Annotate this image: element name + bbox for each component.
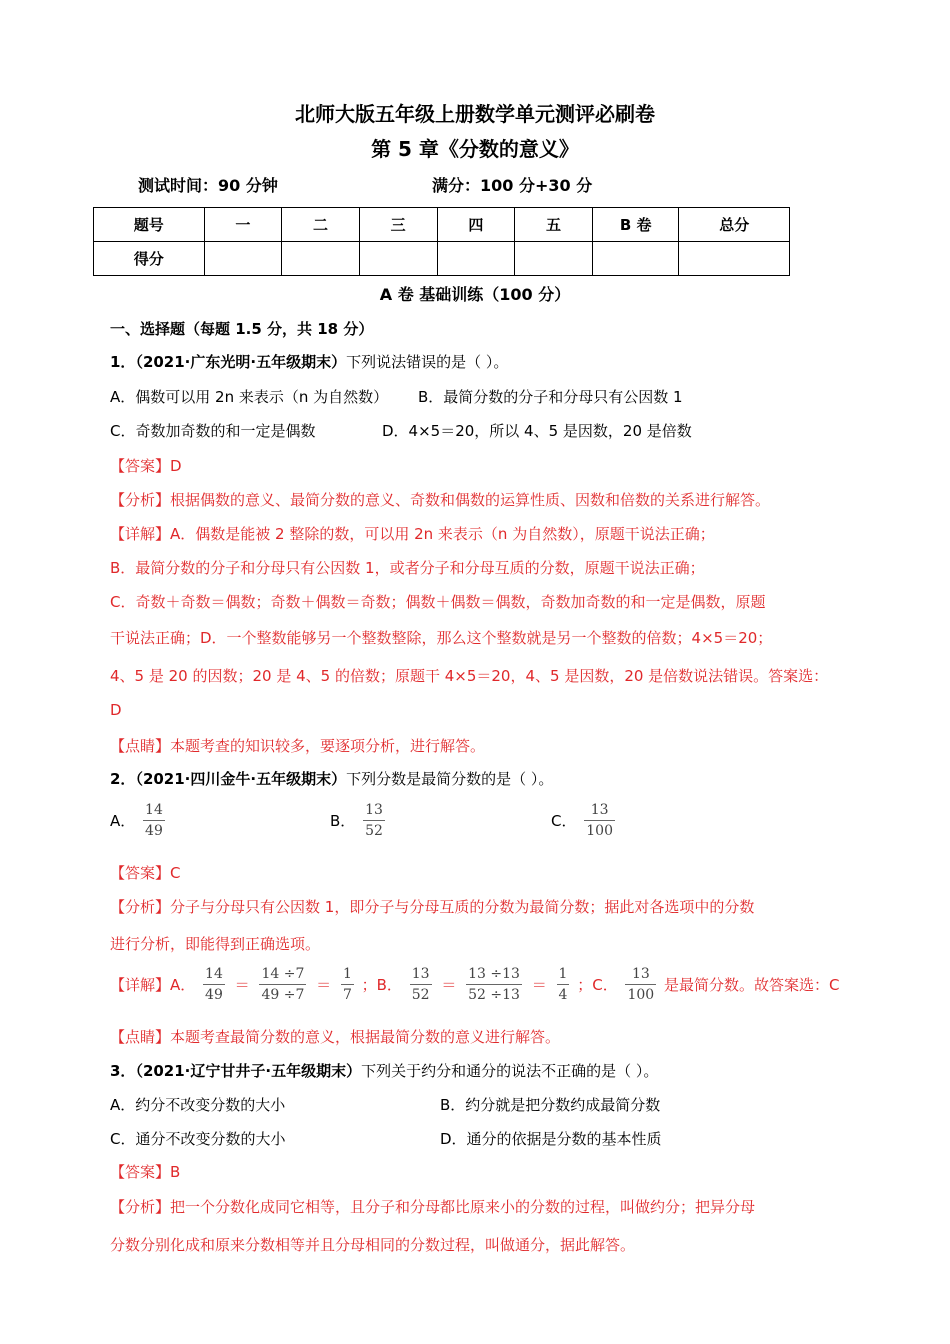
q1-option-d: D．4×5＝20，所以 4、5 是因数，20 是倍数 bbox=[382, 422, 692, 440]
numerator: 14 bbox=[203, 964, 225, 985]
question-number: 1． bbox=[110, 353, 136, 371]
numerator: 1 bbox=[557, 964, 570, 985]
q3-analysis-line: 分数分别化成和原来分数相等并且分母相同的分数过程，叫做通分，据此解答。 bbox=[110, 1236, 636, 1254]
numerator: 14 ÷7 bbox=[259, 964, 306, 985]
q2-detail bbox=[110, 964, 839, 1005]
question-stem: 下列分数是最简分数的是（ ）。 bbox=[346, 770, 554, 788]
q1-detail-line: D bbox=[110, 701, 122, 719]
score-cell[interactable] bbox=[592, 242, 679, 276]
q1-point: 【点睛】本题考查的知识较多，要逐项分析，进行解答。 bbox=[110, 737, 486, 755]
q2-analysis-line: 进行分析，即能得到正确选项。 bbox=[110, 935, 321, 953]
q1-option-c: C．奇数加奇数的和一定是偶数 bbox=[110, 422, 316, 440]
option-label: A． bbox=[110, 812, 136, 830]
q2-answer: 【答案】C bbox=[110, 864, 181, 882]
q1-answer: 【答案】D bbox=[110, 457, 182, 475]
q2-point: 【点睛】本题考查最简分数的意义，根据最简分数的意义进行解答。 bbox=[110, 1028, 561, 1046]
fraction bbox=[410, 964, 432, 1005]
question-3 bbox=[110, 1060, 658, 1081]
equals-sign: ＝ bbox=[234, 976, 250, 994]
denominator: 100 bbox=[586, 823, 613, 839]
score-table-header: 一 bbox=[204, 208, 282, 242]
numerator: 13 bbox=[584, 800, 615, 821]
q3-option-a: A．约分不改变分数的大小 bbox=[110, 1096, 286, 1114]
q3-analysis-line: 【分析】把一个分数化成同它相等，且分子和分母都比原来小的分数的过程，叫做约分；把异分母 bbox=[110, 1198, 756, 1216]
section-a-heading: A 卷 基础训练（100 分） bbox=[379, 285, 571, 304]
q2-option-c bbox=[551, 800, 618, 841]
equals-sign: ＝ bbox=[316, 976, 332, 994]
q1-detail-line: B．最简分数的分子和分母只有公因数 1，或者分子和分母互质的分数，原题干说法正确； bbox=[110, 559, 705, 577]
option-label: C． bbox=[551, 812, 577, 830]
detail-label: ；B． bbox=[361, 976, 402, 994]
score-table-header: B 卷 bbox=[592, 208, 679, 242]
detail-label: ；C． bbox=[577, 976, 618, 994]
q3-answer: 【答案】B bbox=[110, 1163, 181, 1181]
score-cell[interactable] bbox=[359, 242, 437, 276]
denominator: 100 bbox=[627, 987, 655, 1003]
numerator: 13 bbox=[363, 800, 385, 821]
score-cell[interactable] bbox=[679, 242, 790, 276]
score-table-header: 五 bbox=[515, 208, 593, 242]
numerator: 1 bbox=[341, 964, 354, 985]
q1-option-a: A．偶数可以用 2n 来表示（n 为自然数） bbox=[110, 388, 389, 406]
question-source: （2021·辽宁甘井子·五年级期末） bbox=[135, 1062, 362, 1080]
q1-detail-line: C．奇数＋奇数＝偶数；奇数＋偶数＝奇数；偶数＋偶数＝偶数，奇数加奇数的和一定是偶数，原题 bbox=[110, 593, 766, 611]
score-row-label: 得分 bbox=[94, 242, 205, 276]
q1-option-b: B．最简分数的分子和分母只有公因数 1 bbox=[418, 388, 683, 406]
score-table-header-row bbox=[94, 208, 790, 242]
fraction bbox=[363, 800, 385, 841]
numerator: 13 ÷13 bbox=[466, 964, 522, 985]
fraction bbox=[259, 964, 306, 1005]
q3-option-b: B．约分就是把分数约成最简分数 bbox=[440, 1096, 661, 1114]
score-cell[interactable] bbox=[515, 242, 593, 276]
q2-analysis-line: 【分析】分子与分母只有公因数 1，即分子与分母互质的分数为最简分数；据此对各选项中的分数 bbox=[110, 898, 755, 916]
question-stem: 下列关于约分和通分的说法不正确的是（ ）。 bbox=[361, 1062, 659, 1080]
part-one-heading: 一、选择题（每题 1.5 分，共 18 分） bbox=[110, 320, 374, 338]
score-table-header: 总分 bbox=[679, 208, 790, 242]
score-cell[interactable] bbox=[437, 242, 515, 276]
denominator: 52 ÷13 bbox=[468, 987, 520, 1003]
full-score: 满分：100 分+30 分 bbox=[432, 176, 593, 195]
denominator: 4 bbox=[558, 987, 568, 1003]
question-stem: 下列说法错误的是（ ）。 bbox=[346, 353, 509, 371]
denominator: 49 ÷7 bbox=[261, 987, 305, 1003]
denominator: 7 bbox=[342, 987, 352, 1003]
q2-option-a bbox=[110, 800, 168, 841]
detail-label: 【详解】A． bbox=[110, 976, 196, 994]
detail-text: 是最简分数。故答案选：C bbox=[664, 976, 840, 994]
score-table-header: 四 bbox=[437, 208, 515, 242]
equals-sign: ＝ bbox=[531, 976, 547, 994]
question-1 bbox=[110, 351, 508, 372]
fraction bbox=[143, 800, 165, 841]
q3-option-c: C．通分不改变分数的大小 bbox=[110, 1130, 286, 1148]
score-table-header: 三 bbox=[359, 208, 437, 242]
document-title: 北师大版五年级上册数学单元测评必刷卷 bbox=[295, 102, 655, 126]
score-table-score-row bbox=[94, 242, 790, 276]
option-label: B． bbox=[330, 812, 356, 830]
q1-detail-line: 4、5 是 20 的因数；20 是 4、5 的倍数；原题干 4×5＝20，4、5 是因数，20 是倍数说法错误。答案选： bbox=[110, 667, 829, 685]
score-table-header: 二 bbox=[282, 208, 360, 242]
fraction bbox=[466, 964, 522, 1005]
fraction bbox=[203, 964, 225, 1005]
score-cell[interactable] bbox=[204, 242, 282, 276]
q3-option-d: D．通分的依据是分数的基本性质 bbox=[440, 1130, 662, 1148]
denominator: 52 bbox=[411, 987, 430, 1003]
numerator: 14 bbox=[143, 800, 165, 821]
chapter-title: 第 5 章《分数的意义》 bbox=[371, 137, 579, 161]
denominator: 52 bbox=[365, 823, 383, 839]
test-time: 测试时间：90 分钟 bbox=[138, 176, 278, 195]
equals-sign: ＝ bbox=[441, 976, 457, 994]
question-source: （2021·四川金牛·五年级期末） bbox=[135, 770, 347, 788]
denominator: 49 bbox=[145, 823, 163, 839]
q2-option-b bbox=[330, 800, 388, 841]
question-number: 3． bbox=[110, 1062, 136, 1080]
fraction bbox=[625, 964, 656, 1005]
question-2 bbox=[110, 768, 553, 789]
score-cell[interactable] bbox=[282, 242, 360, 276]
question-source: （2021·广东光明·五年级期末） bbox=[135, 353, 347, 371]
fraction bbox=[557, 964, 570, 1005]
numerator: 13 bbox=[625, 964, 656, 985]
fraction bbox=[341, 964, 354, 1005]
score-table bbox=[93, 207, 790, 276]
question-number: 2． bbox=[110, 770, 136, 788]
q1-analysis: 【分析】根据偶数的意义、最简分数的意义、奇数和偶数的运算性质、因数和倍数的关系进行解答。 bbox=[110, 491, 771, 509]
fraction bbox=[584, 800, 615, 841]
q1-detail-line: 【详解】A．偶数是能被 2 整除的数，可以用 2n 来表示（n 为自然数），原题干说法正确； bbox=[110, 525, 715, 543]
numerator: 13 bbox=[410, 964, 432, 985]
score-table-header: 题号 bbox=[94, 208, 205, 242]
denominator: 49 bbox=[205, 987, 223, 1003]
q1-detail-line: 干说法正确；D．一个整数能够另一个整数整除，那么这个整数就是另一个整数的倍数；4×5＝20； bbox=[110, 629, 773, 647]
